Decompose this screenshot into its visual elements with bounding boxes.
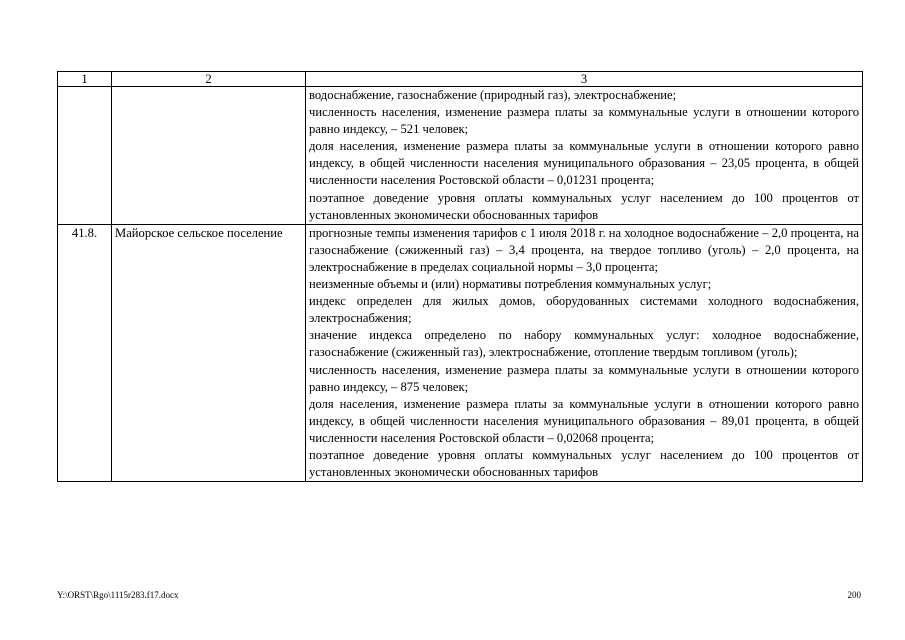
paragraph: водоснабжение, газоснабжение (природный газ), электроснабжение; (309, 88, 677, 102)
paragraph: прогнозные темпы изменения тарифов с 1 июля 2018 г. на холодное водоснабжение – 2,0 процента, на газоснабжение (сжиженный газ) – 3,4 процента, на твердое топливо (уголь) – 2,0 процента, на электроснабжение в пределах социальной нормы – 3,0 процента; (309, 225, 859, 274)
paragraph: доля населения, изменение размера платы за коммунальные услуги в отношении которого равно индексу, в общей численности населения муниципального образования – 89,01 процента, в общей численности населения Ростовской области – 0,02068 процента; (309, 396, 859, 445)
header-cell-3: 3 (306, 72, 863, 87)
table-header-row (58, 72, 863, 87)
header-cell-2: 2 (112, 72, 306, 87)
paragraph: доля населения, изменение размера платы за коммунальные услуги в отношении которого равно индексу, в общей численности населения муниципального образования – 23,05 процента, в общей численности населения Ростовской области – 0,01231 процента; (309, 139, 859, 188)
document-table (57, 71, 863, 482)
paragraph: численность населения, изменение размера платы за коммунальные услуги в отношении которого равно индексу, – 875 человек; (309, 362, 859, 394)
table-row-41-8 (58, 224, 863, 481)
paragraph: поэтапное доведение уровня оплаты коммунальных услуг населением до 100 процентов от установленных экономически обоснованных тарифов (309, 190, 859, 222)
paragraph: индекс определен для жилых домов, оборудованных системами холодного водоснабжения, электроснабжения; (309, 294, 859, 326)
table-row-continued (58, 87, 863, 225)
paragraph: значение индекса определено по набору коммунальных услуг: холодное водоснабжение, газоснабжение (сжиженный газ), электроснабжение, отопление твердым топливом (уголь); (309, 328, 859, 360)
row-number: 41.8. (58, 224, 112, 481)
row-name (112, 87, 306, 225)
paragraph: поэтапное доведение уровня оплаты коммунальных услуг населением до 100 процентов от установленных экономически обоснованных тарифов (309, 447, 859, 480)
row-description (306, 224, 863, 481)
row-description (306, 87, 863, 225)
row-name: Майорское сельское поселение (112, 224, 306, 481)
footer-page-number: 200 (847, 590, 861, 600)
paragraph: численность населения, изменение размера платы за коммунальные услуги в отношении которого равно индексу, – 521 человек; (309, 105, 859, 137)
row-number (58, 87, 112, 225)
paragraph: неизменные объемы и (или) нормативы потребления коммунальных услуг; (309, 277, 712, 292)
header-cell-1: 1 (58, 72, 112, 87)
footer-file-path: Y:\ORST\Rgo\1115r283.f17.docx (57, 590, 179, 600)
